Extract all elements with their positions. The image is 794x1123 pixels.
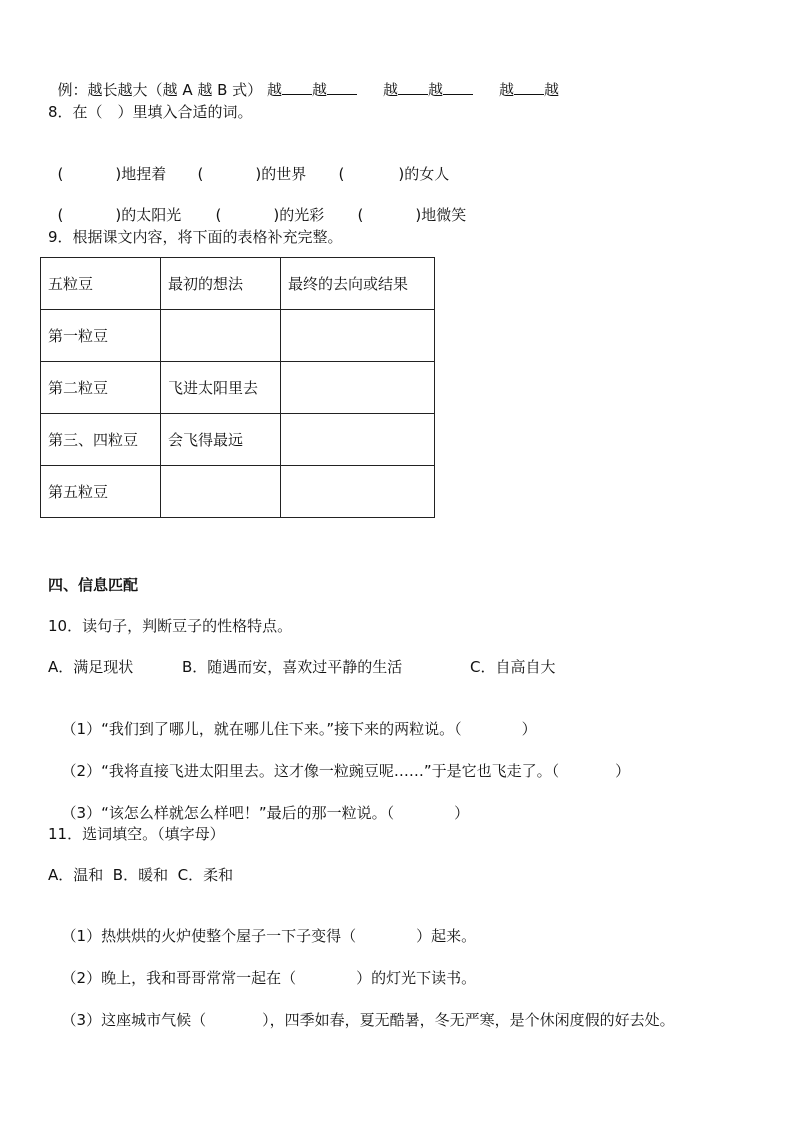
answer-blank[interactable] xyxy=(443,80,473,95)
q11-item-2 xyxy=(52,948,476,988)
example-yue: 越 xyxy=(311,81,327,99)
table-row xyxy=(41,414,435,466)
q8-title: 8．在（ ）里填入合适的词。 xyxy=(48,103,253,121)
item-number: （1） xyxy=(61,927,102,945)
item-number: （2） xyxy=(61,762,102,780)
table-cell-answer[interactable] xyxy=(281,414,435,466)
q9-title: 9．根据课文内容，将下面的表格补充完整。 xyxy=(48,228,343,246)
q10-option-b: B．随遇而安，喜欢过平静的生活 xyxy=(182,658,403,676)
example-yue: 越 xyxy=(499,81,515,99)
section-heading: 四、信息匹配 xyxy=(48,576,139,594)
answer-blank[interactable] xyxy=(398,80,428,95)
item-text: ），四季如春，夏无酷暑，冬无严寒，是个休闲度假的好去处。 xyxy=(262,1011,675,1029)
phrase-text: )地捏着 xyxy=(115,165,167,183)
item-text: ）的灯光下读书。 xyxy=(356,969,477,987)
q10-item-1 xyxy=(52,699,537,739)
item-text: “我们到了哪儿，就在哪儿住下来。”接下来的两粒说。（ xyxy=(101,720,462,738)
open-paren: ( xyxy=(57,206,64,224)
item-number: （1） xyxy=(61,720,102,738)
close-paren: ） xyxy=(521,720,537,738)
answer-blank[interactable] xyxy=(514,80,544,95)
q10-option-c: C．自高自大 xyxy=(470,658,556,676)
item-number: （3） xyxy=(61,804,102,822)
open-paren: ( xyxy=(57,165,64,183)
phrase-text: )的女人 xyxy=(398,165,450,183)
table-row xyxy=(41,310,435,362)
item-number: （3） xyxy=(61,1011,102,1029)
item-text: “该怎么样就怎么样吧！”最后的那一粒说。（ xyxy=(101,804,395,822)
q10-option-a: A．满足现状 xyxy=(48,658,134,676)
open-paren: ( xyxy=(338,165,345,183)
q11-item-1 xyxy=(52,906,476,946)
q8-row2-item3 xyxy=(348,185,466,225)
open-paren: ( xyxy=(197,165,204,183)
table-header-row xyxy=(41,258,435,310)
close-paren: ） xyxy=(454,804,470,822)
table-row xyxy=(41,362,435,414)
table-row xyxy=(41,466,435,518)
example-yue: 越 xyxy=(427,81,443,99)
item-text: 晚上，我和哥哥常常一起在（ xyxy=(101,969,297,987)
q11-item-3 xyxy=(52,990,675,1030)
table-cell-answer[interactable] xyxy=(161,310,281,362)
bean-table xyxy=(40,257,435,518)
example-yue: 越 xyxy=(382,81,398,99)
table-cell-answer[interactable] xyxy=(161,466,281,518)
table-header-cell: 五粒豆 xyxy=(41,258,161,310)
phrase-text: )地微笑 xyxy=(415,206,467,224)
table-cell-answer[interactable] xyxy=(281,310,435,362)
close-paren: ） xyxy=(615,762,631,780)
example-prefix: 例：越长越大（越 A 越 B 式） 越 xyxy=(57,81,282,99)
phrase-text: )的世界 xyxy=(255,165,307,183)
table-cell: 会飞得最远 xyxy=(161,414,281,466)
q8-row2-item1 xyxy=(48,185,181,225)
table-header-cell: 最初的想法 xyxy=(161,258,281,310)
q10-title: 10．读句子，判断豆子的性格特点。 xyxy=(48,617,293,635)
phrase-text: )的光彩 xyxy=(273,206,325,224)
table-cell: 飞进太阳里去 xyxy=(161,362,281,414)
table-cell: 第一粒豆 xyxy=(41,310,161,362)
table-cell: 第五粒豆 xyxy=(41,466,161,518)
answer-blank[interactable] xyxy=(282,80,312,95)
example-line xyxy=(48,60,559,100)
item-number: （2） xyxy=(61,969,102,987)
example-yue: 越 xyxy=(544,81,560,99)
item-text: ）起来。 xyxy=(416,927,477,945)
q11-title: 11．选词填空。（填字母） xyxy=(48,825,225,843)
table-cell-answer[interactable] xyxy=(281,362,435,414)
table-cell: 第三、四粒豆 xyxy=(41,414,161,466)
item-text: 热烘烘的火炉使整个屋子一下子变得（ xyxy=(101,927,357,945)
q8-row1-item2 xyxy=(188,144,306,184)
q10-item-2 xyxy=(52,741,630,781)
table-cell: 第二粒豆 xyxy=(41,362,161,414)
q8-row1-item1 xyxy=(48,144,166,184)
phrase-text: )的太阳光 xyxy=(115,206,182,224)
q8-row1-item3 xyxy=(329,144,449,184)
item-text: “我将直接飞进太阳里去。这才像一粒豌豆呢……”于是它也飞走了。（ xyxy=(101,762,560,780)
item-text: 这座城市气候（ xyxy=(101,1011,207,1029)
q11-options: A．温和 B．暖和 C．柔和 xyxy=(48,866,234,884)
table-header-cell: 最终的去向或结果 xyxy=(281,258,435,310)
open-paren: ( xyxy=(357,206,364,224)
answer-blank[interactable] xyxy=(327,80,357,95)
open-paren: ( xyxy=(215,206,222,224)
table-cell-answer[interactable] xyxy=(281,466,435,518)
q10-item-3 xyxy=(52,783,469,823)
q8-row2-item2 xyxy=(206,185,324,225)
